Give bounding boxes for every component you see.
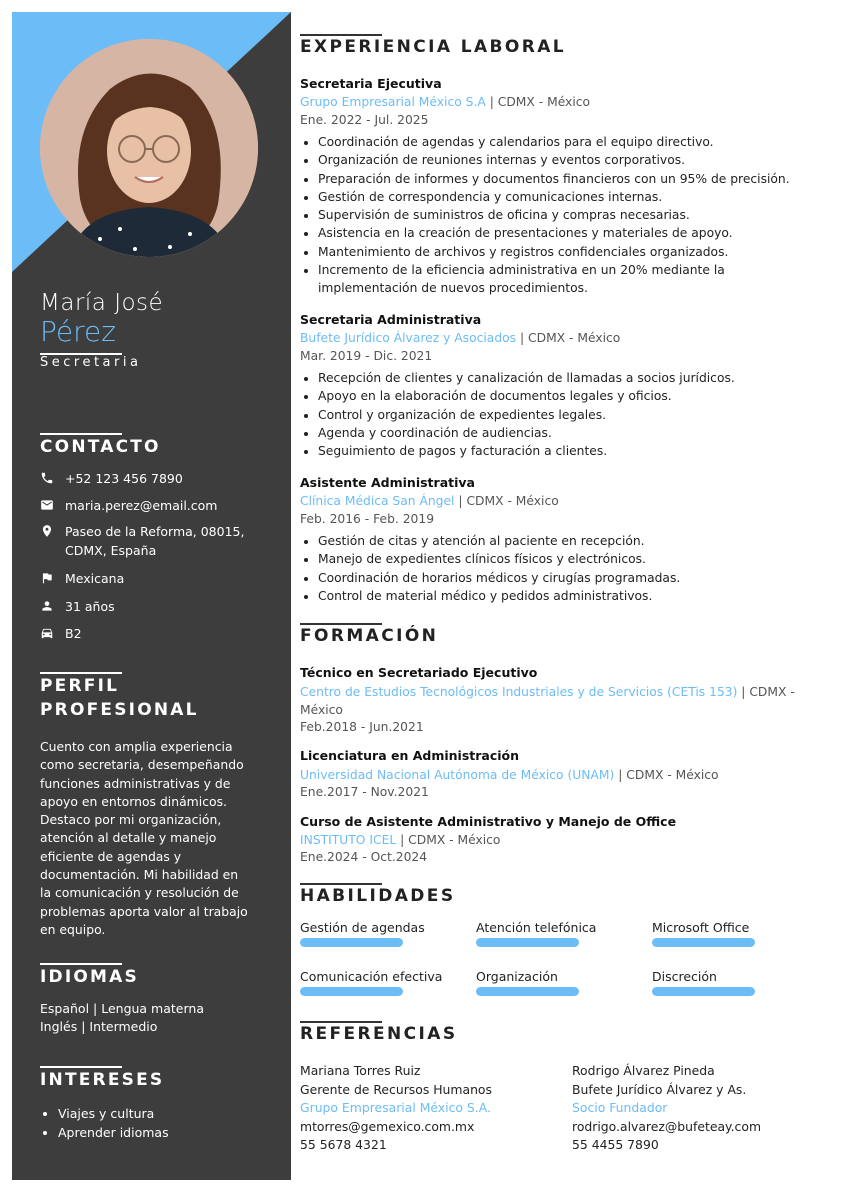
job-bullet: • Manejo de expedientes clínicos físicos y electrónicos. xyxy=(318,550,818,568)
languages-heading: IDIOMAS xyxy=(40,967,139,987)
education-location: | CDMX - México xyxy=(300,685,795,718)
job-dates: Mar. 2019 - Dic. 2021 xyxy=(300,349,433,363)
skill-bar xyxy=(300,938,403,947)
language-item: Español | Lengua materna xyxy=(40,1001,204,1016)
job-bullet: • Incremento de la eficiencia administrativa en un 20% mediante la implementación de nuevos procedimientos. xyxy=(318,261,818,298)
address-line-1: Paseo de la Reforma, 08015, xyxy=(65,524,245,539)
reference-phone: 55 5678 4321 xyxy=(300,1137,387,1152)
person-icon xyxy=(40,599,54,613)
skill-bar xyxy=(652,938,755,947)
education-location: | CDMX - México xyxy=(614,768,719,782)
job-company: Grupo Empresarial México S.A xyxy=(300,95,486,109)
job-org-line xyxy=(300,494,559,508)
skills-divider xyxy=(300,883,382,885)
job-bullet: • Control y organización de expedientes legales. xyxy=(318,406,818,424)
job-bullet: • Asistencia en la creación de presentaciones y materiales de apoyo. xyxy=(318,224,818,242)
skill-label: Atención telefónica xyxy=(476,920,597,935)
address-line-2: CDMX, España xyxy=(65,543,157,558)
last-name: Pérez xyxy=(40,315,116,348)
email-text: maria.perez@email.com xyxy=(65,498,218,513)
job-bullets xyxy=(300,133,818,298)
interests-divider xyxy=(40,1066,122,1068)
job-bullets xyxy=(300,369,818,460)
profile-heading-line-1: PERFIL xyxy=(40,676,120,696)
car-icon xyxy=(40,626,54,640)
job-title: Secretaria Ejecutiva xyxy=(300,76,442,91)
skills-heading: HABILIDADES xyxy=(300,886,456,906)
education-heading: FORMACIÓN xyxy=(300,626,439,646)
job-org-line xyxy=(300,331,620,345)
profile-photo xyxy=(40,39,258,257)
job-bullet: • Gestión de citas y atención al paciente en recepción. xyxy=(318,532,818,550)
interests-heading: INTERESES xyxy=(40,1070,165,1090)
education-institution: INSTITUTO ICEL xyxy=(300,833,397,847)
job-bullets xyxy=(300,532,818,605)
contact-address xyxy=(40,522,244,560)
skill-bar xyxy=(476,987,579,996)
reference-email: mtorres@gemexico.com.mx xyxy=(300,1118,475,1134)
references-heading: REFERENCIAS xyxy=(300,1024,458,1044)
job-bullet: • Gestión de correspondencia y comunicaciones internas. xyxy=(318,188,818,206)
job-bullet: • Apoyo en la elaboración de documentos legales y oficios. xyxy=(318,387,818,405)
job-title: Asistente Administrativa xyxy=(300,475,475,490)
job-location: | CDMX - México xyxy=(516,331,621,345)
experience-divider xyxy=(300,34,382,36)
job-bullet: • Preparación de informes y documentos financieros con un 95% de precisión. xyxy=(318,170,818,188)
languages-divider xyxy=(40,963,122,965)
skill-bar xyxy=(476,938,579,947)
nationality-text: Mexicana xyxy=(65,571,125,586)
contact-license xyxy=(40,624,82,643)
reference-position: Gerente de Recursos Humanos xyxy=(300,1081,492,1097)
reference-company: Socio Fundador xyxy=(572,1100,668,1115)
contact-email xyxy=(40,496,217,515)
experience-heading: EXPERIENCIA LABORAL xyxy=(300,37,567,57)
education-institution: Centro de Estudios Tecnológicos Industriales y de Servicios (CETis 153) xyxy=(300,685,738,699)
education-dates: Feb.2018 - Jun.2021 xyxy=(300,720,424,734)
interest-item: • Aprender idiomas xyxy=(58,1123,169,1142)
job-title: Secretaria Administrativa xyxy=(300,312,482,327)
skill-label: Comunicación efectiva xyxy=(300,969,443,984)
job-bullet: • Coordinación de horarios médicos y cirugías programadas. xyxy=(318,569,818,587)
job-bullet: • Organización de reuniones internas y eventos corporativos. xyxy=(318,151,818,169)
skill-label: Organización xyxy=(476,969,558,984)
contact-divider xyxy=(40,433,122,435)
interests-list xyxy=(40,1104,169,1142)
job-dates: Ene. 2022 - Jul. 2025 xyxy=(300,113,429,127)
job-role: Secretaria xyxy=(40,355,142,370)
job-company: Bufete Jurídico Álvarez y Asociados xyxy=(300,331,517,345)
job-bullet: • Seguimiento de pagos y facturación a clientes. xyxy=(318,442,818,460)
reference-name: Mariana Torres Ruiz xyxy=(300,1063,421,1078)
education-institution: Universidad Nacional Autónoma de México (UNAM) xyxy=(300,768,615,782)
flag-icon xyxy=(40,571,54,585)
language-item: Inglés | Intermedio xyxy=(40,1019,158,1034)
sidebar xyxy=(12,12,291,1180)
education-title: Técnico en Secretariado Ejecutivo xyxy=(300,665,538,680)
reference-position: Bufete Jurídico Álvarez y As. xyxy=(572,1081,747,1097)
education-dates: Ene.2024 - Oct.2024 xyxy=(300,850,428,864)
job-dates: Feb. 2016 - Feb. 2019 xyxy=(300,512,435,526)
reference-name: Rodrigo Álvarez Pineda xyxy=(572,1063,715,1078)
job-org-line xyxy=(300,95,590,109)
education-org-line xyxy=(300,683,795,720)
education-location: | CDMX - México xyxy=(396,833,501,847)
skill-label: Gestión de agendas xyxy=(300,920,425,935)
job-bullet: • Control de material médico y pedidos administrativos. xyxy=(318,587,818,605)
job-company: Clínica Médica San Ángel xyxy=(300,494,455,508)
profile-heading-line-2: PROFESIONAL xyxy=(40,700,199,720)
location-pin-icon xyxy=(40,524,54,538)
reference-card xyxy=(572,1062,761,1155)
education-title: Curso de Asistente Administrativo y Manejo de Office xyxy=(300,814,677,829)
contact-phone xyxy=(40,469,183,488)
education-divider xyxy=(300,623,382,625)
license-text: B2 xyxy=(65,626,82,641)
contact-heading: CONTACTO xyxy=(40,437,161,457)
email-icon xyxy=(40,498,54,512)
skill-label: Microsoft Office xyxy=(652,920,750,935)
education-title: Licenciatura en Administración xyxy=(300,748,520,763)
reference-phone: 55 4455 7890 xyxy=(572,1137,659,1152)
job-bullet: • Supervisión de suministros de oficina y compras necesarias. xyxy=(318,206,818,224)
skill-bar xyxy=(300,987,403,996)
education-dates: Ene.2017 - Nov.2021 xyxy=(300,785,429,799)
first-name: María José xyxy=(40,290,164,316)
skill-label: Discreción xyxy=(652,969,717,984)
contact-age xyxy=(40,597,115,616)
profile-text: Cuento con amplia experiencia como secretaria, desempeñando funciones administrativas y de apoyo en entornos dinámicos. Destaco por mi organización, atención al detalle y manejo eficiente de agendas y documentación. Mi habilidad en la comunicación y resolución de problemas aporta valor al trabajo en equipo. xyxy=(40,739,248,937)
job-location: | CDMX - México xyxy=(454,494,559,508)
profile-divider xyxy=(40,672,122,674)
reference-company: Grupo Empresarial México S.A. xyxy=(300,1100,491,1115)
education-org-line xyxy=(300,766,795,784)
education-org-line xyxy=(300,831,795,849)
interest-item: • Viajes y cultura xyxy=(58,1104,169,1123)
references-divider xyxy=(300,1021,382,1023)
reference-email: rodrigo.alvarez@bufeteay.com xyxy=(572,1118,762,1134)
age-text: 31 años xyxy=(65,599,115,614)
reference-card xyxy=(300,1062,492,1155)
job-location: | CDMX - México xyxy=(485,95,591,109)
job-bullet: • Mantenimiento de archivos y registros confidenciales organizados. xyxy=(318,243,818,261)
job-bullet: • Agenda y coordinación de audiencias. xyxy=(318,424,818,442)
job-bullet: • Recepción de clientes y canalización de llamadas a socios jurídicos. xyxy=(318,369,818,387)
phone-icon xyxy=(40,471,54,485)
skill-bar xyxy=(652,987,755,996)
job-bullet: • Coordinación de agendas y calendarios para el equipo directivo. xyxy=(318,133,818,151)
contact-nationality xyxy=(40,569,124,588)
phone-text: +52 123 456 7890 xyxy=(65,471,183,486)
